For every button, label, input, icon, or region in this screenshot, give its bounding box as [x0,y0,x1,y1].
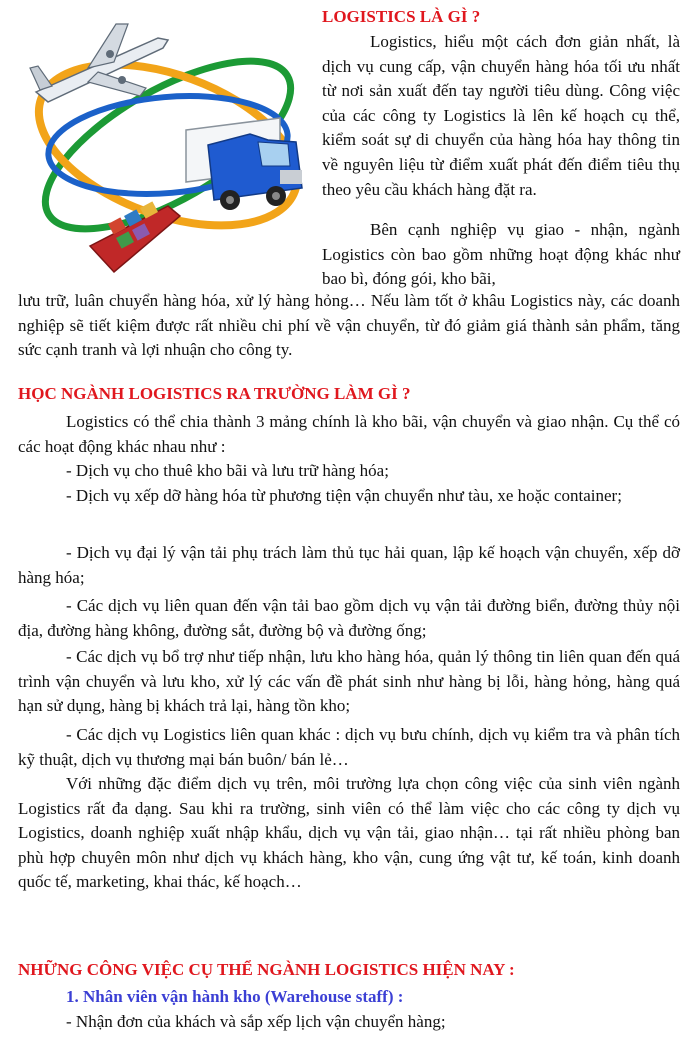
list-item-service-1: - Dịch vụ cho thuê kho bãi và lưu trữ hàng hóa; [66,461,389,480]
paragraph-careers-conclusion: Với những đặc điểm dịch vụ trên, môi trường lựa chọn công việc của sinh viên ngành Logistics rất đa dạng. Sau khi ra trường, sinh viên có thể làm việc cho các công ty dịch vụ Logistics, doanh nghiệp xuất nhập khẩu, dịch vụ vận tải, giao nhận… tại rất nhiều phòng ban phù hợp chuyên môn như dịch vụ khách hàng, kho vận, cung ứng vật tư, kế toán, kinh doanh quốc tế, marketing, khai thác, kế hoạch… [18,774,680,892]
section-heading-specific-jobs: NHỮNG CÔNG VIỆC CỤ THỂ NGÀNH LOGISTICS HIỆN NAY : [18,960,515,979]
section-heading-what-is-logistics: LOGISTICS LÀ GÌ ? [322,7,481,26]
subheading-warehouse-staff: 1. Nhân viên vận hành kho (Warehouse staff) : [66,987,404,1006]
list-item-service-5: - Các dịch vụ bổ trợ như tiếp nhận, lưu kho hàng hóa, quản lý thông tin liên quan đến quá trình vận chuyển và lưu kho, xử lý các vấn đề phát sinh như hàng bị lỗi, hàng hỏng, hàng quá hạn sử dụng, hàng bị khách trả lại, hàng tồn kho; [18,647,680,716]
list-item-service-6: - Các dịch vụ Logistics liên quan khác : dịch vụ bưu chính, dịch vụ kiểm tra và phân tích kỹ thuật, dịch vụ thương mại bán buôn/ bán lẻ… [18,725,680,769]
list-item-service-4: - Các dịch vụ liên quan đến vận tải bao gồm dịch vụ vận tải đường biển, đường thủy nội địa, đường hàng không, đường sắt, đường bộ và đường ống; [18,596,680,640]
list-item-warehouse-task-1: - Nhận đơn của khách và sắp xếp lịch vận chuyển hàng; [66,1012,446,1031]
paragraph-other-activities-start: Bên cạnh nghiệp vụ giao - nhận, ngành Logistics còn bao gồm những hoạt động khác như bao bì, đóng gói, kho bãi, [322,220,680,289]
paragraph-careers-intro: Logistics có thể chia thành 3 mảng chính là kho bãi, vận chuyển và giao nhận. Cụ thể có các hoạt động khác nhau như : [18,412,680,456]
cargo-ship-icon [90,201,180,272]
paragraph-other-activities-end: lưu trữ, luân chuyển hàng hóa, xử lý hàng hỏng… Nếu làm tốt ở khâu Logistics này, các doanh nghiệp sẽ tiết kiệm được rất nhiều chi phí về vận chuyển, từ đó giảm giá thành sản phẩm, tăng sức cạnh tranh và lợi nhuận cho công ty. [18,291,680,360]
paragraph-definition: Logistics, hiểu một cách đơn giản nhất, là dịch vụ cung cấp, vận chuyển hàng hóa tối ưu nhất từ nơi sản xuất đến tay người tiêu dùng. Công việc của các công ty Logistics là lên kế hoạch cụ thể, kiểm soát sự di chuyển của hàng hóa hay thông tin về nguyên liệu từ điểm xuất phát đến điểm tiêu thụ theo yêu cầu khách hàng đặt ra. [322,32,680,199]
list-item-service-2: - Dịch vụ xếp dỡ hàng hóa từ phương tiện vận chuyển như tàu, xe hoặc container; [66,486,622,505]
logistics-illustration [18,10,313,275]
section-heading-careers: HỌC NGÀNH LOGISTICS RA TRƯỜNG LÀM GÌ ? [18,384,411,403]
list-item-service-3: - Dịch vụ đại lý vận tải phụ trách làm thủ tục hải quan, lập kế hoạch vận chuyển, xếp dỡ hàng hóa; [18,543,680,587]
